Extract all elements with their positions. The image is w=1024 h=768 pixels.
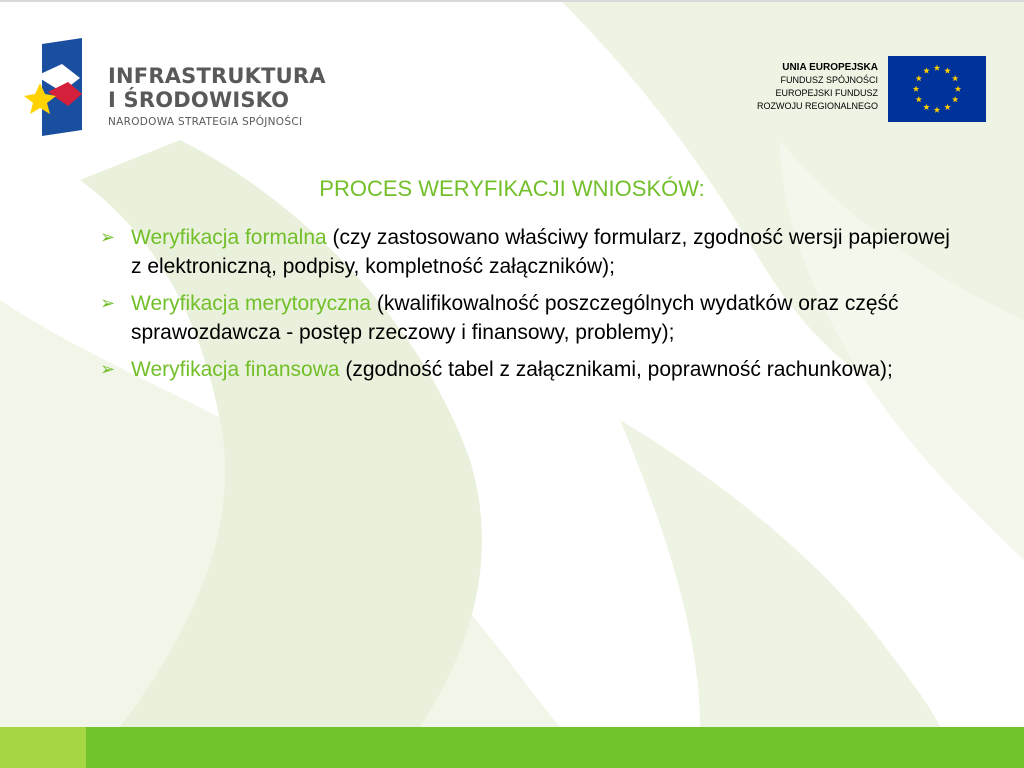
bullet-heading: Weryfikacja finansowa xyxy=(131,358,340,381)
arrow-bullet-icon: ➢ xyxy=(100,227,116,247)
arrow-bullet-icon: ➢ xyxy=(100,293,116,313)
slide-title: PROCES WERYFIKACJI WNIOSKÓW: xyxy=(319,176,705,201)
bullet-heading: Weryfikacja merytoryczna xyxy=(131,292,372,315)
logo-subtitle: NARODOWA STRATEGIA SPÓJNOŚCI xyxy=(108,116,303,128)
arrow-bullet-icon: ➢ xyxy=(100,359,116,379)
eu-title: UNIA EUROPEJSKA xyxy=(782,62,878,73)
bullet-text: (czy zastosowano właściwy formularz, zgodność wersji papierowej z elektroniczną, podpisy, kompletność załączników); xyxy=(131,226,950,278)
bullet-heading: Weryfikacja formalna xyxy=(131,226,327,249)
bullet-item xyxy=(100,289,960,347)
footer-accent-block xyxy=(0,727,86,768)
eu-line: FUNDUSZ SPÓJNOŚCI xyxy=(780,75,878,85)
bullet-text: (zgodność tabel z załącznikami, poprawność rachunkowa); xyxy=(339,358,893,381)
eu-flag-icon xyxy=(888,56,986,122)
logo-line-1: INFRASTRUKTURA xyxy=(108,64,326,88)
eu-funding-label xyxy=(757,62,878,113)
top-border-line xyxy=(0,0,1024,2)
bullet-list xyxy=(100,223,960,392)
infrastruktura-logo xyxy=(22,38,342,138)
footer-bar xyxy=(0,727,1024,768)
bullet-item xyxy=(100,355,960,384)
eu-line: EUROPEJSKI FUNDUSZ xyxy=(775,88,878,98)
bullet-item xyxy=(100,223,960,281)
logo-line-2: I ŚRODOWISKO xyxy=(108,88,290,112)
bullet-text: (kwalifikowalność poszczególnych wydatków oraz część sprawozdawcza - postęp rzeczowy i finansowy, problemy); xyxy=(131,292,899,344)
eu-line: ROZWOJU REGIONALNEGO xyxy=(756,101,878,111)
star-emblem-icon xyxy=(22,38,86,136)
